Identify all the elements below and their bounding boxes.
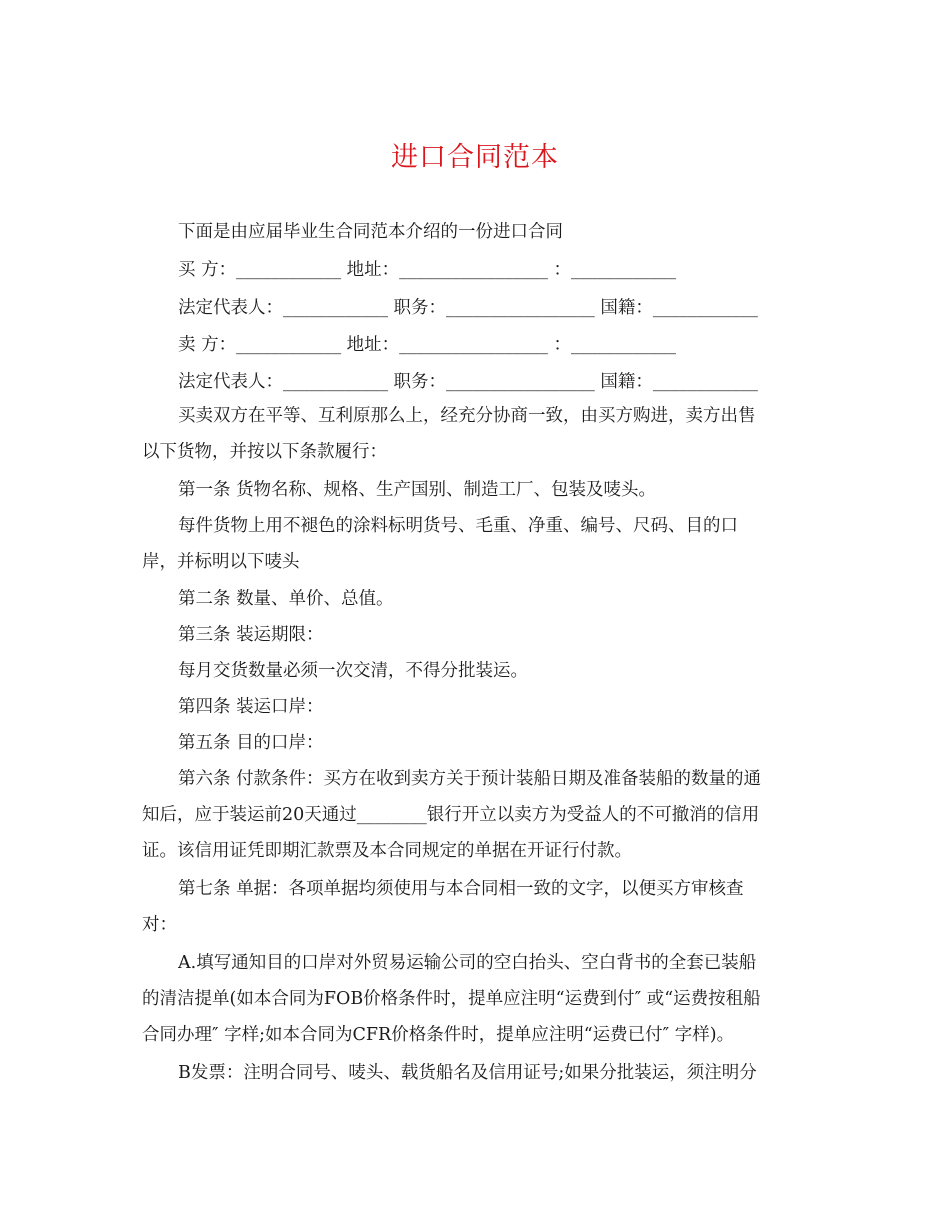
article-1-heading: 第一条 货物名称、规格、生产国别、制造工厂、包装及唛头。 — [178, 480, 657, 500]
buyer-line: 买 方：____________ 地址：_________________ ：____________ — [178, 260, 676, 280]
item-b-paragraph-line: B发票：注明合同号、唛头、载货船名及信用证号;如果分批装运，须注明分 — [178, 1063, 757, 1083]
preamble-paragraph-line: 以下货物，并按以下条款履行： — [142, 442, 387, 462]
article-5-heading: 第五条 目的口岸： — [178, 733, 324, 753]
intro-paragraph: 下面是由应届毕业生合同范本介绍的一份进口合同 — [178, 222, 563, 242]
item-a-paragraph-line: A.填写通知目的口岸对外贸易运输公司的空白抬头、空白背书的全套已装船 — [178, 953, 757, 973]
article-1-paragraph-line: 岸，并标明以下唛头 — [142, 552, 300, 572]
item-a-paragraph-line: 的清洁提单(如本合同为FOB价格条件时，提单应注明“运费到付″ 或“运费按租船 — [142, 989, 761, 1009]
seller-line: 卖 方：____________ 地址：_________________ ：____________ — [178, 335, 676, 355]
buyer-representative-line: 法定代表人：____________ 职务：_________________ 国籍：____________ — [178, 298, 758, 318]
document-title: 进口合同范本 — [391, 142, 559, 173]
article-3-paragraph-line: 每月交货数量必须一次交清，不得分批装运。 — [178, 661, 528, 681]
article-6-paragraph-line: 证。该信用证凭即期汇款票及本合同规定的单据在开证行付款。 — [142, 841, 632, 861]
preamble-paragraph-line: 买卖双方在平等、互利原那么上，经充分协商一致，由买方购进，卖方出售 — [178, 406, 756, 426]
seller-representative-line: 法定代表人：____________ 职务：_________________ 国籍：____________ — [178, 372, 758, 392]
article-4-heading: 第四条 装运口岸： — [178, 697, 324, 717]
article-6-paragraph-line: 第六条 付款条件：买方在收到卖方关于预计装船日期及准备装船的数量的通 — [178, 769, 762, 789]
article-7-paragraph-line: 对： — [142, 915, 177, 935]
item-a-paragraph-line: 合同办理″ 字样;如本合同为CFR价格条件时，提单应注明“运费已付″ 字样)。 — [142, 1025, 735, 1045]
article-7-paragraph-line: 第七条 单据：各项单据均须使用与本合同相一致的文字，以便买方审核查 — [178, 879, 744, 899]
article-2-heading: 第二条 数量、单价、总值。 — [178, 589, 394, 609]
article-1-paragraph-line: 每件货物上用不褪色的涂料标明货号、毛重、净重、编号、尺码、目的口 — [178, 516, 738, 536]
article-6-paragraph-line: 知后，应于装运前20天通过________银行开立以卖方为受益人的不可撤消的信用 — [142, 805, 760, 825]
article-3-heading: 第三条 装运期限： — [178, 625, 324, 645]
